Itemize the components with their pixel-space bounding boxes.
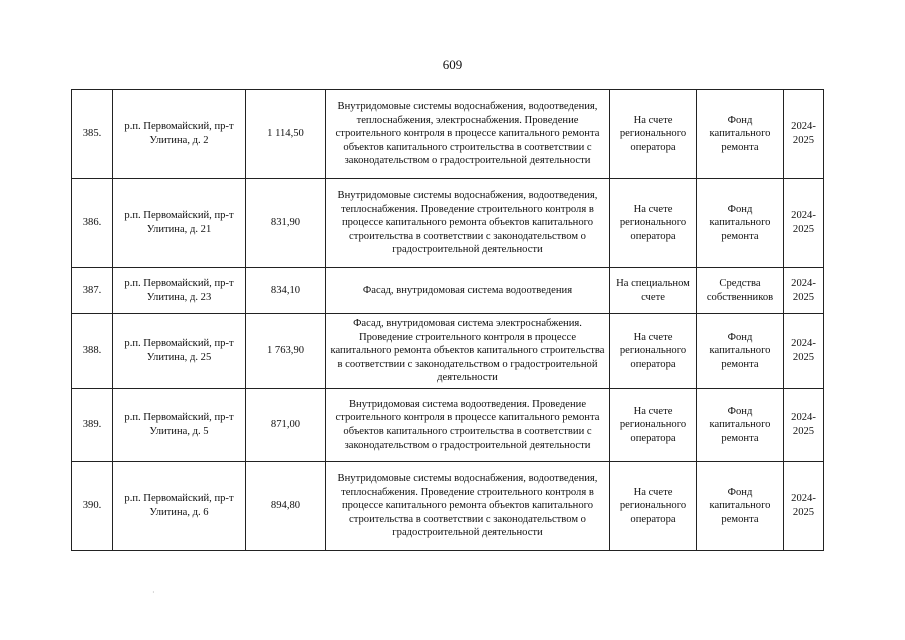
address-cell: р.п. Первомайский, пр-т Улитина, д. 23 — [113, 268, 246, 314]
works-cell: Внутридомовые системы водоснабжения, водоотведения, теплоснабжения, электроснабжения. Проведение строительного контроля в процессе капитального ремонта объектов капитального строительства в соответствии с законодательством о градостроительной деятельности — [326, 90, 610, 179]
funding-source-cell: Фонд капитального ремонта — [697, 90, 784, 179]
repair-schedule-table — [71, 89, 824, 551]
period-cell: 2024-2025 — [784, 314, 824, 389]
address-cell: р.п. Первомайский, пр-т Улитина, д. 25 — [113, 314, 246, 389]
scan-artifact: · — [152, 588, 155, 597]
table-row — [72, 389, 824, 462]
funding-source-cell: Фонд капитального ремонта — [697, 462, 784, 551]
account-type-cell: На счете регионального оператора — [610, 90, 697, 179]
page-number: 609 — [442, 57, 463, 72]
account-type-cell: На специальном счете — [610, 268, 697, 314]
funding-source-cell: Фонд капитального ремонта — [697, 179, 784, 268]
works-cell: Фасад, внутридомовая система электроснабжения. Проведение строительного контроля в процессе капитального ремонта объектов капитального строительства в соответствии с законодательством о градостроительной деятельности — [326, 314, 610, 389]
area-cell: 1 763,90 — [246, 314, 326, 389]
works-cell: Внутридомовые системы водоснабжения, водоотведения, теплоснабжения. Проведение строительного контроля в процессе капитального ремонта объектов капитального строительства в соответствии с законодательством о градостроительной деятельности — [326, 462, 610, 551]
area-cell: 1 114,50 — [246, 90, 326, 179]
account-type-cell: На счете регионального оператора — [610, 314, 697, 389]
period-cell: 2024-2025 — [784, 462, 824, 551]
row-number-cell: 390. — [72, 462, 113, 551]
works-cell: Внутридомовая система водоотведения. Проведение строительного контроля в процессе капитального ремонта объектов капитального строительства в соответствии с законодательством о градостроительной деятельности — [326, 389, 610, 462]
row-number-cell: 388. — [72, 314, 113, 389]
period-cell: 2024-2025 — [784, 268, 824, 314]
account-type-cell: На счете регионального оператора — [610, 389, 697, 462]
works-cell: Фасад, внутридомовая система водоотведения — [326, 268, 610, 314]
table-row — [72, 268, 824, 314]
account-type-cell: На счете регионального оператора — [610, 462, 697, 551]
funding-source-cell: Фонд капитального ремонта — [697, 314, 784, 389]
area-cell: 871,00 — [246, 389, 326, 462]
row-number-cell: 389. — [72, 389, 113, 462]
period-cell: 2024-2025 — [784, 90, 824, 179]
address-cell: р.п. Первомайский, пр-т Улитина, д. 6 — [113, 462, 246, 551]
address-cell: р.п. Первомайский, пр-т Улитина, д. 2 — [113, 90, 246, 179]
area-cell: 894,80 — [246, 462, 326, 551]
table-row — [72, 462, 824, 551]
table-row — [72, 179, 824, 268]
table-body — [72, 90, 824, 551]
address-cell: р.п. Первомайский, пр-т Улитина, д. 21 — [113, 179, 246, 268]
row-number-cell: 385. — [72, 90, 113, 179]
funding-source-cell: Средства собственников — [697, 268, 784, 314]
works-cell: Внутридомовые системы водоснабжения, водоотведения, теплоснабжения. Проведение строительного контроля в процессе капитального ремонта объектов капитального строительства в соответствии с законодательством о градостроительной деятельности — [326, 179, 610, 268]
row-number-cell: 386. — [72, 179, 113, 268]
account-type-cell: На счете регионального оператора — [610, 179, 697, 268]
table-row — [72, 90, 824, 179]
period-cell: 2024-2025 — [784, 179, 824, 268]
period-cell: 2024-2025 — [784, 389, 824, 462]
table-row — [72, 314, 824, 389]
row-number-cell: 387. — [72, 268, 113, 314]
area-cell: 834,10 — [246, 268, 326, 314]
area-cell: 831,90 — [246, 179, 326, 268]
address-cell: р.п. Первомайский, пр-т Улитина, д. 5 — [113, 389, 246, 462]
funding-source-cell: Фонд капитального ремонта — [697, 389, 784, 462]
